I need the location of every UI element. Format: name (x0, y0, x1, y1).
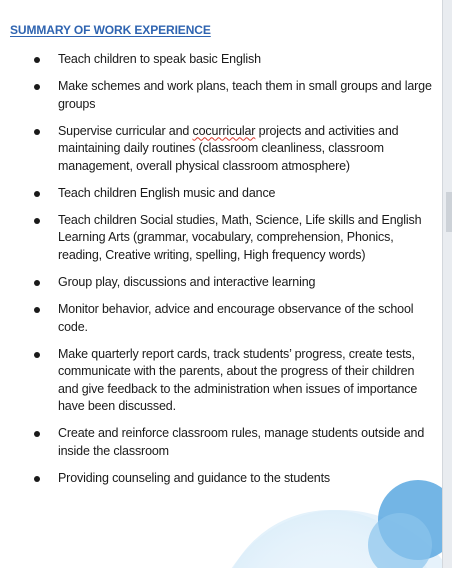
list-item-text: Create and reinforce classroom rules, manage students outside and inside the classroom (58, 426, 425, 458)
decorative-circle-large (210, 510, 442, 568)
list-item (0, 185, 442, 203)
bullet-icon (34, 307, 40, 313)
scrollbar-thumb[interactable] (446, 192, 452, 232)
bullet-icon (34, 218, 40, 224)
decorative-circle-ring (220, 510, 440, 568)
bullet-icon (34, 431, 40, 437)
scrollbar-track[interactable] (442, 0, 452, 568)
list-item (0, 78, 442, 113)
list-item-text: Make schemes and work plans, teach them in small groups and large groups (58, 79, 432, 111)
list-item (0, 425, 442, 460)
bullet-icon (34, 57, 40, 63)
list-item (0, 346, 442, 416)
list-item (0, 51, 442, 69)
list-item (0, 123, 442, 176)
bullet-icon (34, 84, 40, 90)
list-item (0, 301, 442, 336)
list-item-text: Supervise curricular and cocurricular projects and activities and maintaining daily routines (classroom cleanliness, classroom management, overall physical classroom atmosphere) (58, 123, 399, 173)
list-item (0, 212, 442, 265)
bullet-icon (34, 352, 40, 358)
decorative-circle-blue-light (368, 513, 432, 568)
bullet-icon (34, 280, 40, 286)
bullet-icon (34, 191, 40, 197)
list-item-text: Teach children English music and dance (58, 185, 276, 200)
list-item-text: Group play, discussions and interactive learning (58, 274, 316, 289)
section-heading: SUMMARY OF WORK EXPERIENCE (10, 23, 211, 37)
experience-list (0, 51, 442, 497)
list-item (0, 470, 442, 488)
spellcheck-word: cocurricular (192, 123, 256, 138)
bullet-icon (34, 476, 40, 482)
list-item-text: Teach children Social studies, Math, Science, Life skills and English Learning Arts (grammar, vocabulary, comprehension, Phonics, reading, Creative writing, spelling, High frequency words) (58, 212, 422, 262)
list-item (0, 274, 442, 292)
bullet-icon (34, 129, 40, 135)
list-item-text: Teach children to speak basic English (58, 52, 261, 66)
list-item-text: Providing counseling and guidance to the students (58, 470, 331, 485)
list-item-text: Make quarterly report cards, track students’ progress, create tests, communicate with the parents, about the progress of their children and give feedback to the administration when issues of importance have been discussed. (58, 346, 418, 414)
list-item-text: Monitor behavior, advice and encourage observance of the school code. (58, 302, 414, 334)
